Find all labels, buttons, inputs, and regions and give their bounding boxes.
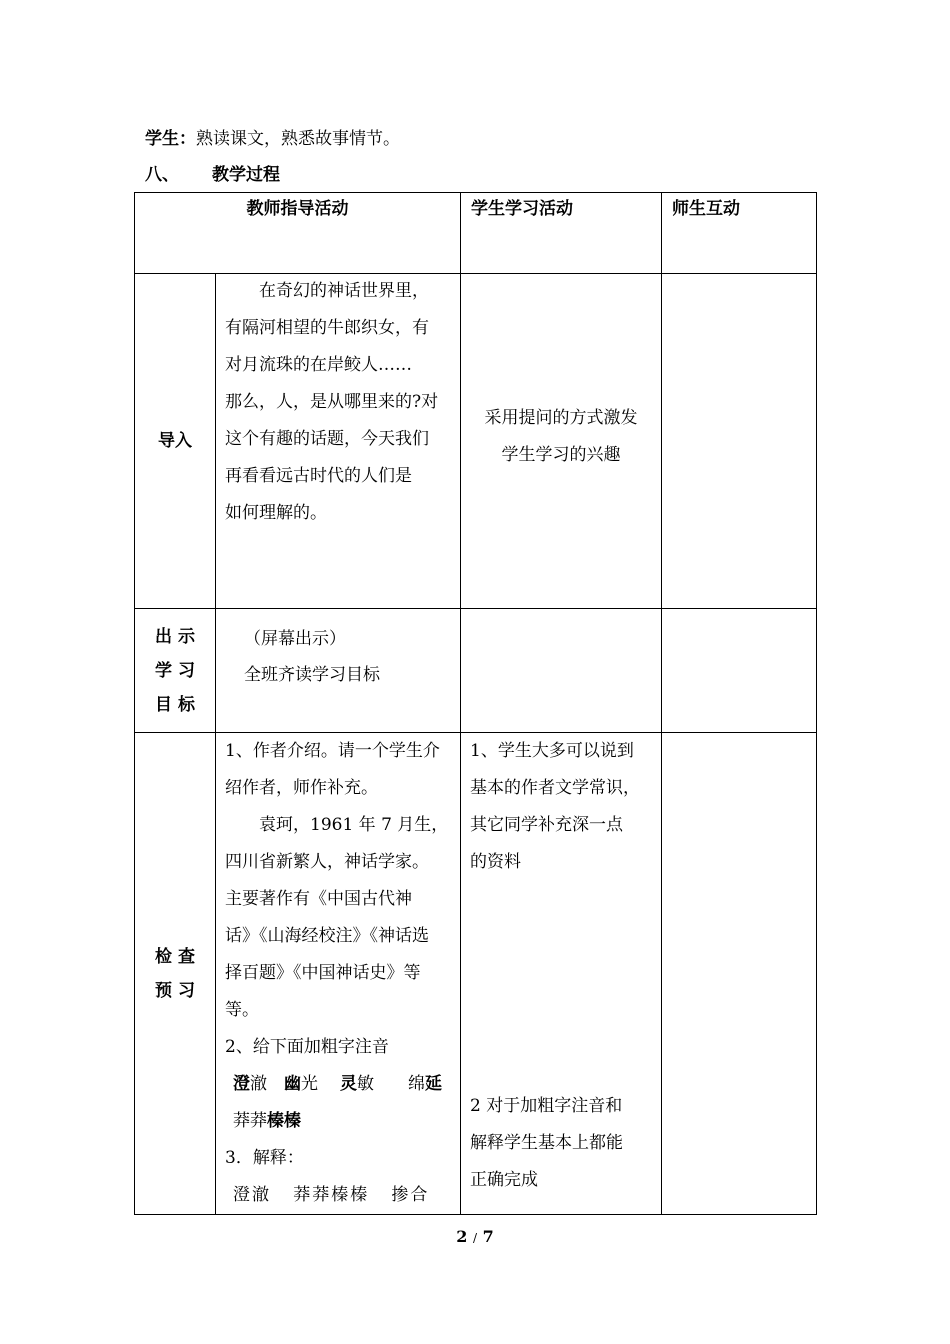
intro-student-cell xyxy=(461,274,662,609)
page-current: 2 xyxy=(456,1227,468,1246)
preview-student-line: 的资料 xyxy=(470,852,521,872)
pinyin-words-line xyxy=(225,1103,452,1140)
intro-interact-cell xyxy=(662,274,817,609)
row-label-preview xyxy=(135,733,216,1215)
preview-teacher-line: 3．解释： xyxy=(225,1148,304,1168)
objectives-teacher-cell xyxy=(216,609,461,733)
header-teacher: 教师指导活动 xyxy=(135,193,461,274)
section-heading xyxy=(145,160,280,185)
objectives-interact-cell xyxy=(662,609,817,733)
intro-teacher-line: 对月流珠的在岸鲛人…… xyxy=(225,355,412,375)
preview-teacher-line: 话》《山海经校注》《神话选 xyxy=(225,926,429,946)
prep-line xyxy=(145,124,400,149)
row-label-intro: 导入 xyxy=(135,274,216,609)
row-label-objectives xyxy=(135,609,216,733)
bold-char: 灵 xyxy=(340,1074,357,1094)
plain-char: 敏 xyxy=(357,1074,374,1094)
preview-student-line: 1、学生大多可以说到 xyxy=(470,741,634,761)
bold-char: 榛榛 xyxy=(267,1111,301,1131)
preview-teacher-line: 四川省新繁人，神话学家。 xyxy=(225,852,429,872)
bold-char: 延 xyxy=(425,1074,442,1094)
preview-student-cell xyxy=(461,733,662,1215)
intro-teacher-line: 再看看远古时代的人们是 xyxy=(225,466,412,486)
teaching-process-table xyxy=(134,192,817,1215)
objectives-student-cell xyxy=(461,609,662,733)
plain-char: 莽莽 xyxy=(233,1111,267,1131)
section-title: 教学过程 xyxy=(212,165,280,185)
page-separator: / xyxy=(472,1231,478,1245)
table-row-preview xyxy=(135,733,817,1215)
row-label-line: 出 示 xyxy=(155,626,195,647)
preview-student-line: 基本的作者文学常识， xyxy=(470,778,640,798)
header-student: 学生学习活动 xyxy=(461,193,662,274)
row-label-line: 学 习 xyxy=(155,660,195,681)
preview-student-line: 2 对于加粗字注音和 xyxy=(470,1096,623,1116)
row-label-line: 目 标 xyxy=(155,694,195,715)
preview-teacher-line: 2、给下面加粗字注音 xyxy=(225,1037,389,1057)
section-number: 八、 xyxy=(145,165,179,185)
preview-teacher-line: 择百题》《中国神话史》等 xyxy=(225,963,421,983)
preview-student-line: 正确完成 xyxy=(470,1170,538,1190)
intro-teacher-line: 如何理解的。 xyxy=(225,503,327,523)
page-number xyxy=(0,1227,950,1246)
objectives-teacher-line: （屏幕出示） xyxy=(244,629,346,649)
header-interact: 师生互动 xyxy=(662,193,817,274)
plain-char: 绵 xyxy=(408,1074,425,1094)
bold-char: 幽 xyxy=(284,1074,301,1094)
plain-char: 澈 xyxy=(250,1074,267,1094)
preview-teacher-line: 等。 xyxy=(225,1000,259,1020)
table-header-row xyxy=(135,193,817,274)
intro-teacher-line: 在奇幻的神话世界里， xyxy=(259,281,429,301)
intro-teacher-line: 这个有趣的话题，今天我们 xyxy=(225,429,429,449)
page-total: 7 xyxy=(482,1227,494,1246)
preview-student-line: 解释学生基本上都能 xyxy=(470,1133,623,1153)
preview-teacher-line: 1、作者介绍。请一个学生介 xyxy=(225,741,440,761)
objectives-teacher-line: 全班齐读学习目标 xyxy=(244,665,380,685)
prep-text: 熟读课文，熟悉故事情节。 xyxy=(196,129,400,149)
row-label-line: 预 习 xyxy=(155,980,195,1001)
table-row-intro xyxy=(135,274,817,609)
intro-teacher-line: 那么，人，是从哪里来的?对 xyxy=(225,392,439,412)
intro-student-line: 采用提问的方式激发 xyxy=(484,408,638,428)
intro-teacher-cell xyxy=(216,274,461,609)
preview-teacher-line: 澄澈 莽莽榛榛 掺合 xyxy=(233,1185,430,1205)
preview-interact-cell xyxy=(662,733,817,1215)
preview-teacher-cell xyxy=(216,733,461,1215)
preview-teacher-line: 绍作者，师作补充。 xyxy=(225,778,378,798)
pinyin-words-line xyxy=(225,1066,452,1103)
intro-teacher-line: 有隔河相望的牛郎织女，有 xyxy=(225,318,429,338)
row-label-line: 检 查 xyxy=(155,946,195,967)
preview-teacher-line: 袁珂，1961 年 7 月生， xyxy=(259,815,449,835)
intro-student-line: 学生学习的兴趣 xyxy=(501,445,621,465)
plain-char: 光 xyxy=(301,1074,318,1094)
prep-colon: ： xyxy=(179,129,196,149)
preview-teacher-line: 主要著作有《中国古代神 xyxy=(225,889,412,909)
bold-char: 澄 xyxy=(233,1074,250,1094)
preview-student-line: 其它同学补充深一点 xyxy=(470,815,623,835)
table-row-objectives xyxy=(135,609,817,733)
prep-label: 学生 xyxy=(145,129,179,149)
